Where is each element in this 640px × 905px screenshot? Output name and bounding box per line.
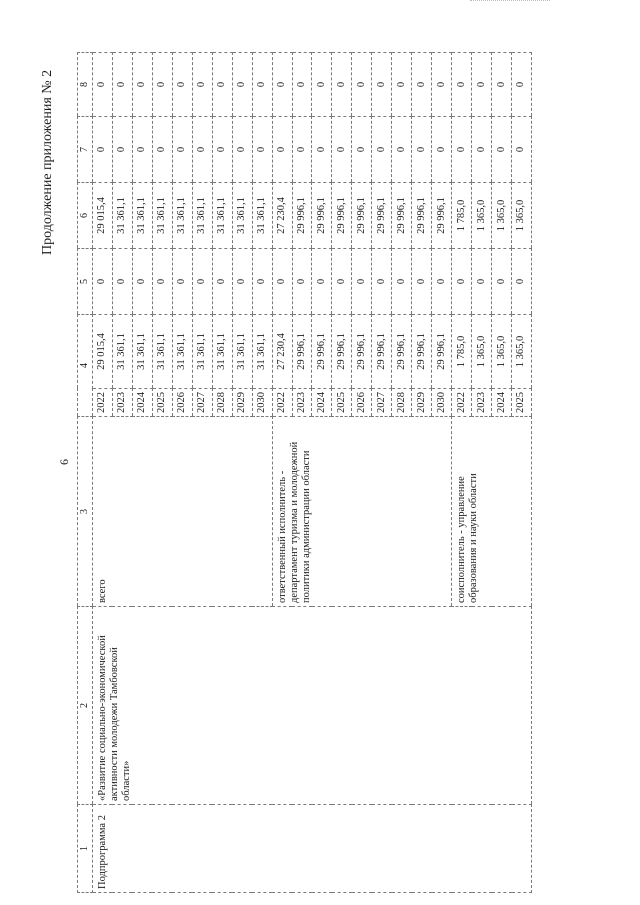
- value-cell-4: 29 996,1: [432, 315, 452, 389]
- page-number: 6: [57, 459, 71, 465]
- value-cell-7: 0: [272, 117, 292, 183]
- value-cell-4: 31 361,1: [152, 315, 172, 389]
- value-cell-7: 0: [312, 117, 332, 183]
- value-cell-7: 0: [372, 117, 392, 183]
- value-cell-4: 27 230,4: [272, 315, 292, 389]
- group-label-cell: ответственный исполнитель - департамент туризма и молодежной политики администрации области: [272, 417, 452, 607]
- value-cell-5: 0: [432, 249, 452, 315]
- value-cell-4: 31 361,1: [232, 315, 252, 389]
- subprogram-name-cell: «Развитие социально-экономической активности молодежи Тамбовской области»: [93, 607, 532, 805]
- value-cell-7: 0: [432, 117, 452, 183]
- value-cell-8: 0: [512, 53, 532, 117]
- value-cell-8: 0: [392, 53, 412, 117]
- value-cell-5: 0: [212, 249, 232, 315]
- header-col-4: 4: [78, 315, 93, 417]
- value-cell-7: 0: [292, 117, 312, 183]
- value-cell-4: 1 365,0: [472, 315, 492, 389]
- value-cell-4: 31 361,1: [172, 315, 192, 389]
- value-cell-8: 0: [472, 53, 492, 117]
- value-cell-5: 0: [452, 249, 472, 315]
- value-cell-7: 0: [132, 117, 152, 183]
- value-cell-6: 1 365,0: [492, 183, 512, 249]
- value-cell-4: 29 996,1: [292, 315, 312, 389]
- year-cell: 2023: [472, 389, 492, 417]
- value-cell-4: 29 996,1: [372, 315, 392, 389]
- value-cell-6: 31 361,1: [132, 183, 152, 249]
- value-cell-4: 29 996,1: [412, 315, 432, 389]
- year-cell: 2025: [512, 389, 532, 417]
- value-cell-5: 0: [512, 249, 532, 315]
- value-cell-7: 0: [472, 117, 492, 183]
- year-cell: 2027: [192, 389, 212, 417]
- value-cell-5: 0: [272, 249, 292, 315]
- header-col-3: 3: [78, 417, 93, 607]
- value-cell-4: 31 361,1: [212, 315, 232, 389]
- year-cell: 2024: [312, 389, 332, 417]
- budget-table: [77, 52, 532, 893]
- year-cell: 2023: [112, 389, 132, 417]
- year-cell: 2022: [452, 389, 472, 417]
- value-cell-6: 1 365,0: [512, 183, 532, 249]
- value-cell-6: 31 361,1: [172, 183, 192, 249]
- header-col-7: 7: [78, 117, 93, 183]
- value-cell-7: 0: [152, 117, 172, 183]
- value-cell-5: 0: [492, 249, 512, 315]
- value-cell-5: 0: [332, 249, 352, 315]
- group-label-cell: всего: [93, 417, 273, 607]
- year-cell: 2030: [432, 389, 452, 417]
- value-cell-6: 29 015,4: [93, 183, 113, 249]
- value-cell-8: 0: [292, 53, 312, 117]
- value-cell-5: 0: [252, 249, 272, 315]
- value-cell-4: 1 365,0: [492, 315, 512, 389]
- value-cell-7: 0: [332, 117, 352, 183]
- value-cell-7: 0: [172, 117, 192, 183]
- value-cell-4: 31 361,1: [252, 315, 272, 389]
- value-cell-8: 0: [192, 53, 212, 117]
- table-body: [78, 53, 532, 893]
- value-cell-7: 0: [192, 117, 212, 183]
- value-cell-6: 1 365,0: [472, 183, 492, 249]
- value-cell-6: 29 996,1: [352, 183, 372, 249]
- value-cell-4: 29 015,4: [93, 315, 113, 389]
- year-cell: 2029: [232, 389, 252, 417]
- year-cell: 2024: [132, 389, 152, 417]
- value-cell-6: 31 361,1: [212, 183, 232, 249]
- value-cell-8: 0: [412, 53, 432, 117]
- value-cell-6: 31 361,1: [152, 183, 172, 249]
- value-cell-5: 0: [392, 249, 412, 315]
- header-row: [78, 53, 93, 893]
- subprogram-code-cell: Подпрограмма 2: [93, 805, 532, 893]
- value-cell-5: 0: [132, 249, 152, 315]
- year-cell: 2025: [152, 389, 172, 417]
- value-cell-5: 0: [93, 249, 113, 315]
- value-cell-6: 31 361,1: [252, 183, 272, 249]
- value-cell-6: 1 785,0: [452, 183, 472, 249]
- year-cell: 2026: [352, 389, 372, 417]
- value-cell-8: 0: [452, 53, 472, 117]
- value-cell-4: 29 996,1: [312, 315, 332, 389]
- value-cell-6: 29 996,1: [392, 183, 412, 249]
- value-cell-6: 29 996,1: [312, 183, 332, 249]
- table-row: [93, 53, 113, 893]
- value-cell-7: 0: [452, 117, 472, 183]
- value-cell-6: 27 230,4: [272, 183, 292, 249]
- header-col-5: 5: [78, 249, 93, 315]
- header-col-8: 8: [78, 53, 93, 117]
- value-cell-8: 0: [232, 53, 252, 117]
- value-cell-7: 0: [93, 117, 113, 183]
- value-cell-6: 29 996,1: [432, 183, 452, 249]
- value-cell-8: 0: [312, 53, 332, 117]
- value-cell-8: 0: [152, 53, 172, 117]
- year-cell: 2023: [292, 389, 312, 417]
- year-cell: 2028: [392, 389, 412, 417]
- header-col-6: 6: [78, 183, 93, 249]
- value-cell-7: 0: [112, 117, 132, 183]
- value-cell-5: 0: [112, 249, 132, 315]
- year-cell: 2022: [272, 389, 292, 417]
- year-cell: 2027: [372, 389, 392, 417]
- value-cell-4: 1 785,0: [452, 315, 472, 389]
- value-cell-7: 0: [212, 117, 232, 183]
- value-cell-8: 0: [372, 53, 392, 117]
- year-cell: 2025: [332, 389, 352, 417]
- value-cell-8: 0: [352, 53, 372, 117]
- value-cell-5: 0: [472, 249, 492, 315]
- value-cell-4: 29 996,1: [352, 315, 372, 389]
- value-cell-7: 0: [392, 117, 412, 183]
- value-cell-5: 0: [152, 249, 172, 315]
- year-cell: 2022: [93, 389, 113, 417]
- value-cell-7: 0: [252, 117, 272, 183]
- value-cell-8: 0: [332, 53, 352, 117]
- value-cell-4: 31 361,1: [132, 315, 152, 389]
- value-cell-8: 0: [432, 53, 452, 117]
- value-cell-5: 0: [372, 249, 392, 315]
- value-cell-5: 0: [192, 249, 212, 315]
- year-cell: 2024: [492, 389, 512, 417]
- value-cell-6: 29 996,1: [412, 183, 432, 249]
- value-cell-8: 0: [112, 53, 132, 117]
- value-cell-7: 0: [412, 117, 432, 183]
- header-col-1: 1: [78, 805, 93, 893]
- value-cell-4: 29 996,1: [332, 315, 352, 389]
- value-cell-6: 29 996,1: [372, 183, 392, 249]
- group-label-cell: соисполнитель - управление образования и науки области: [452, 417, 532, 607]
- value-cell-8: 0: [212, 53, 232, 117]
- value-cell-6: 31 361,1: [192, 183, 212, 249]
- value-cell-7: 0: [512, 117, 532, 183]
- header-col-2: 2: [78, 607, 93, 805]
- value-cell-6: 29 996,1: [332, 183, 352, 249]
- value-cell-8: 0: [132, 53, 152, 117]
- value-cell-6: 31 361,1: [112, 183, 132, 249]
- value-cell-7: 0: [352, 117, 372, 183]
- value-cell-5: 0: [232, 249, 252, 315]
- value-cell-8: 0: [93, 53, 113, 117]
- value-cell-8: 0: [172, 53, 192, 117]
- value-cell-5: 0: [412, 249, 432, 315]
- value-cell-4: 1 365,0: [512, 315, 532, 389]
- year-cell: 2028: [212, 389, 232, 417]
- year-cell: 2030: [252, 389, 272, 417]
- value-cell-8: 0: [272, 53, 292, 117]
- value-cell-6: 31 361,1: [232, 183, 252, 249]
- value-cell-4: 31 361,1: [112, 315, 132, 389]
- value-cell-5: 0: [312, 249, 332, 315]
- value-cell-6: 29 996,1: [292, 183, 312, 249]
- value-cell-7: 0: [492, 117, 512, 183]
- value-cell-4: 31 361,1: [192, 315, 212, 389]
- value-cell-5: 0: [352, 249, 372, 315]
- appendix-title: Продолжение приложения № 2: [40, 69, 55, 255]
- value-cell-7: 0: [232, 117, 252, 183]
- value-cell-5: 0: [292, 249, 312, 315]
- value-cell-8: 0: [492, 53, 512, 117]
- year-cell: 2029: [412, 389, 432, 417]
- value-cell-5: 0: [172, 249, 192, 315]
- value-cell-4: 29 996,1: [392, 315, 412, 389]
- year-cell: 2026: [172, 389, 192, 417]
- value-cell-8: 0: [252, 53, 272, 117]
